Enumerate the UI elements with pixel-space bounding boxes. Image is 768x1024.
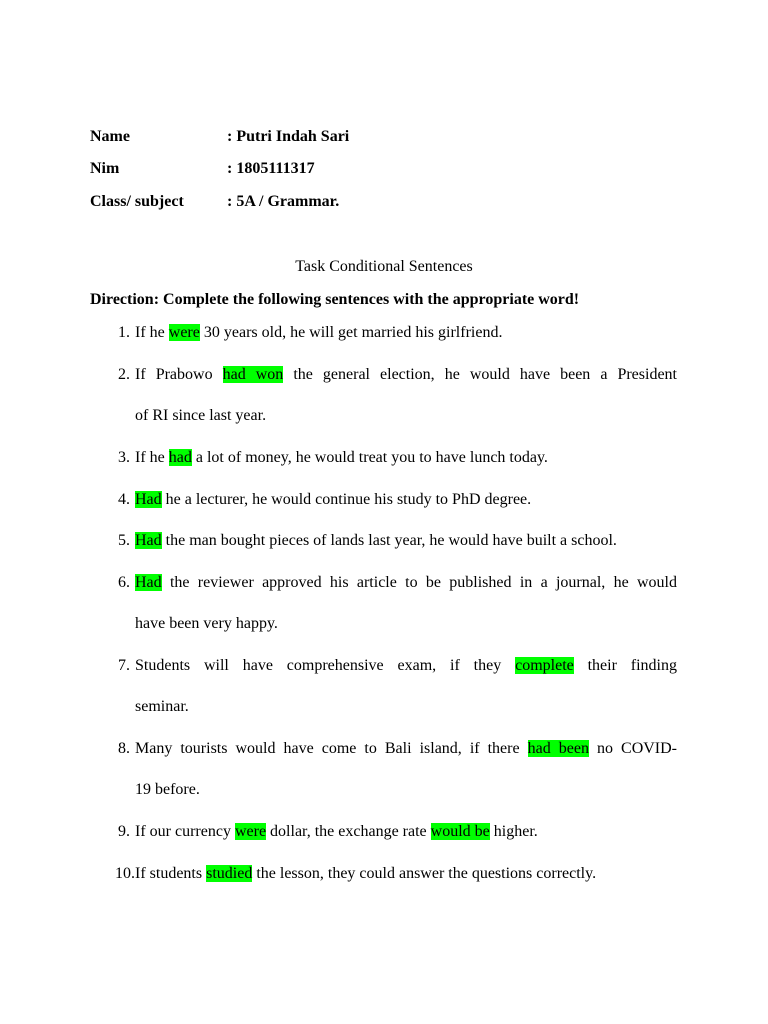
item-number: 2. [118, 366, 130, 383]
list-item: Had the man bought pieces of lands last year, he would have built a school. [135, 532, 617, 549]
list-item: If Prabowo had won the general election, he would have been a President [135, 366, 677, 383]
nim-label: Nim [90, 160, 120, 177]
list-item-continuation: 19 before. [135, 781, 200, 798]
item-number: 9. [118, 823, 130, 840]
answer-highlight: complete [515, 657, 574, 674]
answer-highlight: would be [430, 823, 490, 840]
item-number: 7. [118, 657, 130, 674]
list-item: If students studied the lesson, they could answer the questions correctly. [135, 865, 597, 882]
list-item-continuation: of RI since last year. [135, 407, 267, 424]
answer-highlight: Had [135, 574, 162, 591]
answer-highlight: were [234, 823, 267, 840]
name-value: : Putri Indah Sari [227, 128, 350, 145]
list-item: Many tourists would have come to Bali island, if there had been no COVID- [135, 740, 678, 757]
list-item: Had he a lecturer, he would continue his study to PhD degree. [135, 491, 532, 508]
item-number: 4. [118, 491, 130, 508]
class-value: : 5A / Grammar. [227, 193, 340, 210]
list-item: If our currency were dollar, the exchange rate would be higher. [135, 823, 538, 840]
list-item: Students will have comprehensive exam, if they complete their finding [135, 657, 678, 674]
nim-value: : 1805111317 [227, 160, 315, 177]
list-item: Had the reviewer approved his article to be published in a journal, he would [135, 574, 677, 591]
item-number: 1. [118, 324, 130, 341]
item-number: 5. [118, 532, 130, 549]
list-item-continuation: seminar. [135, 698, 189, 715]
list-item-continuation: have been very happy. [135, 615, 278, 632]
direction-text: Direction: Complete the following sentences with the appropriate word! [90, 291, 580, 308]
answer-highlight: had won [222, 366, 284, 383]
answer-highlight: had [168, 449, 192, 466]
name-label: Name [90, 128, 130, 145]
list-item: If he were 30 years old, he will get married his girlfriend. [135, 324, 503, 341]
class-label: Class/ subject [90, 193, 184, 210]
answer-highlight: were [168, 324, 200, 341]
item-number: 8. [118, 740, 130, 757]
answer-highlight: Had [135, 491, 162, 508]
list-item: If he had a lot of money, he would treat you to have lunch today. [135, 449, 548, 466]
item-number: 6. [118, 574, 130, 591]
answer-highlight: studied [206, 865, 253, 882]
item-number: 10. [115, 865, 135, 882]
task-title: Task Conditional Sentences [295, 258, 473, 275]
answer-highlight: Had [135, 532, 162, 549]
answer-highlight: had been [527, 740, 589, 757]
item-number: 3. [118, 449, 130, 466]
